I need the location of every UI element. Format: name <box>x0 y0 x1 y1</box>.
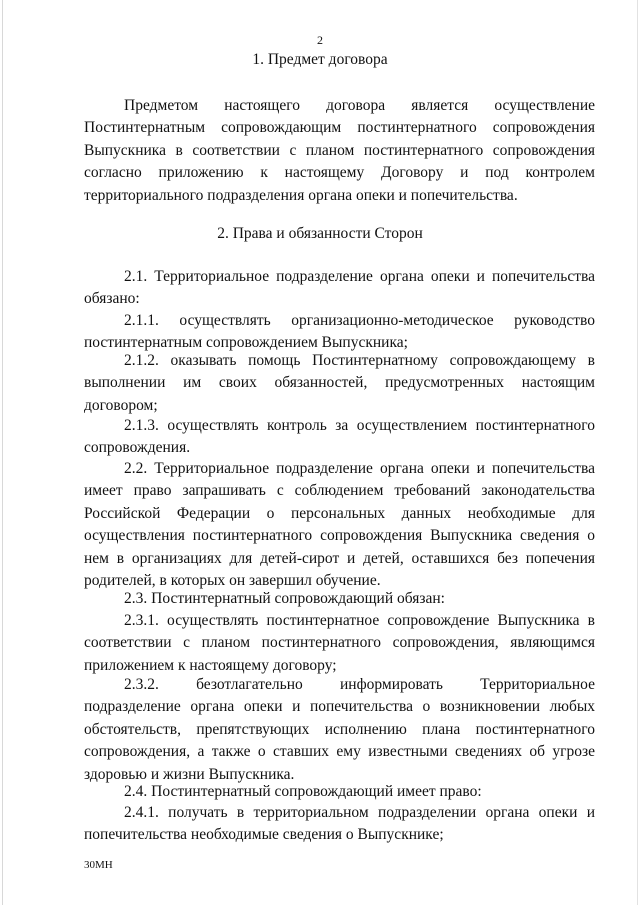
clause-2-1-3: 2.1.3. осуществлять контроль за осуществлением постинтернатного сопровождения. <box>84 417 595 457</box>
clause-2-3: 2.3. Постинтернатный сопровождающий обязан: <box>124 590 445 607</box>
scan-edge-right <box>637 0 638 905</box>
section-2-title: 2. Права и обязанности Сторон <box>217 225 423 242</box>
page-number: 2 <box>317 33 323 47</box>
document-code: 30МН <box>84 859 113 871</box>
clause-2-3-2: 2.3.2. безотлагательно информировать Территориальное подразделение органа опеки и попечительства о возникновении любых обстоятельств, препятствующих исполнению плана постинтернатного сопровождения, а также о ставших ему известными сведениях об угрозе здоровью и жизни Выпускника. <box>84 676 595 783</box>
clause-2-4-1: 2.4.1. получать в территориальном подразделении органа опеки и попечительства необходимые сведения о Выпускнике; <box>84 804 595 844</box>
clause-2-4: 2.4. Постинтернатный сопровождающий имеет право: <box>124 783 482 800</box>
section-1-paragraph: Предметом настоящего договора является осуществление Постинтернатным сопровождающим постинтернатного сопровождения Выпускника в соответствии с планом постинтернатного сопровождения согласно приложению к настоящему Договору и под контролем территориального подразделения органа опеки и попечительства. <box>84 97 595 204</box>
clause-2-1-1: 2.1.1. осуществлять организационно-методическое руководство постинтернатным сопровождением Выпускника; <box>84 312 595 352</box>
clause-2-1: 2.1. Территориальное подразделение органа опеки и попечительства обязано: <box>84 268 595 308</box>
section-1-title: 1. Предмет договора <box>252 51 388 68</box>
clause-2-1-2: 2.1.2. оказывать помощь Постинтернатному сопровождающему в выполнении им своих обязанностей, предусмотренных настоящим договором; <box>84 352 595 414</box>
clause-2-2: 2.2. Территориальное подразделение органа опеки и попечительства имеет право запрашивать с соблюдением требований законодательства Российской Федерации о персональных данных необходимые для осуществления постинтернатного сопровождения Выпускника сведения о нем в организациях для детей-сирот и детей, оставшихся без попечения родителей, в которых он завершил обучение. <box>84 460 595 590</box>
clause-2-3-1: 2.3.1. осуществлять постинтернатное сопровождение Выпускника в соответствии с планом постинтернатного сопровождения, являющимся приложением к настоящему договору; <box>84 612 595 674</box>
scan-edge-left <box>2 0 3 905</box>
